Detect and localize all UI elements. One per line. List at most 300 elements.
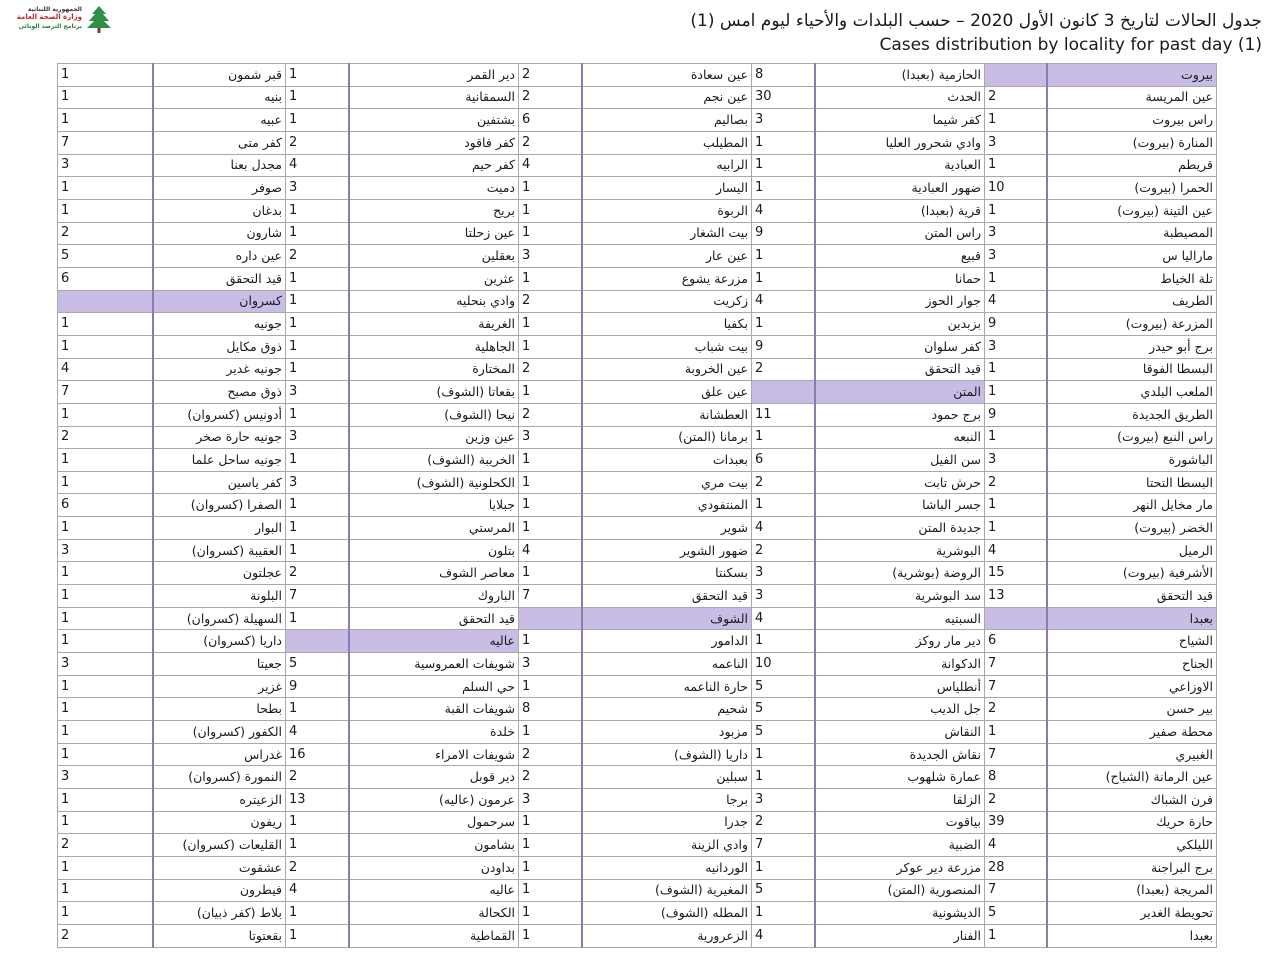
case-count-cell: 1 [58, 811, 153, 834]
case-count-cell: 3 [519, 789, 582, 812]
case-count-cell: 7 [58, 381, 153, 404]
locality-name-cell: عين نجم [582, 86, 752, 109]
case-count-cell: 1 [286, 811, 349, 834]
table-row [58, 811, 1217, 834]
locality-name-cell: قيد التحقق [153, 267, 286, 290]
case-count-cell: 3 [752, 789, 815, 812]
case-count-cell: 7 [985, 879, 1047, 902]
case-count-cell: 1 [58, 562, 153, 585]
locality-name-cell: كفر سلوان [815, 335, 985, 358]
case-count-cell: 1 [286, 358, 349, 381]
case-count-cell: 2 [519, 743, 582, 766]
case-count-cell: 1 [286, 64, 349, 87]
case-count-cell: 2 [752, 811, 815, 834]
case-count-cell: 5 [752, 675, 815, 698]
locality-name-cell: المنصورية (المتن) [815, 879, 985, 902]
case-count-cell: 1 [286, 403, 349, 426]
locality-name-cell: دير قوبل [349, 766, 519, 789]
locality-name-cell: جونيه ساحل علما [153, 449, 286, 472]
locality-name-cell: السبتيه [815, 607, 985, 630]
locality-name-cell: أنطلياس [815, 675, 985, 698]
table-row [58, 698, 1217, 721]
case-count-cell: 1 [58, 902, 153, 925]
case-count-cell: 28 [985, 856, 1047, 879]
case-count-cell: 2 [58, 834, 153, 857]
locality-name-cell: العطشانة [582, 403, 752, 426]
case-count-cell: 1 [286, 698, 349, 721]
locality-name-cell: حي السلم [349, 675, 519, 698]
case-count-cell: 1 [985, 517, 1047, 540]
locality-name-cell: الكحالة [349, 902, 519, 925]
case-count-cell: 9 [985, 403, 1047, 426]
locality-name-cell: بيت الشغار [582, 222, 752, 245]
locality-name-cell: نيحا (الشوف) [349, 403, 519, 426]
locality-name-cell: المريجة (بعبدا) [1047, 879, 1217, 902]
case-count-cell: 1 [985, 924, 1047, 947]
locality-name-cell: النمورة (كسروان) [153, 766, 286, 789]
table-row [58, 562, 1217, 585]
logo-text-program: برنامج الترصد الوبائي [18, 23, 82, 30]
case-count-cell: 1 [58, 313, 153, 336]
locality-name-cell: العبادية [815, 154, 985, 177]
case-count-cell: 1 [519, 902, 582, 925]
locality-name-cell: مزرعة دير عوكر [815, 856, 985, 879]
case-count-cell: 1 [58, 335, 153, 358]
locality-name-cell: البوشرية [815, 539, 985, 562]
locality-name-cell: داريا (كسروان) [153, 630, 286, 653]
case-count-cell: 5 [286, 653, 349, 676]
case-count-cell: 2 [985, 789, 1047, 812]
locality-name-cell: نقاش الجديدة [815, 743, 985, 766]
case-count-cell: 1 [58, 675, 153, 698]
locality-name-cell: كفر متى [153, 131, 286, 154]
locality-name-cell: برمانا (المتن) [582, 426, 752, 449]
case-count-cell: 1 [58, 630, 153, 653]
locality-name-cell: المختارة [349, 358, 519, 381]
case-count-cell: 7 [985, 743, 1047, 766]
case-count-cell: 1 [985, 721, 1047, 744]
case-count-cell: 1 [286, 607, 349, 630]
locality-name-cell: بعقلين [349, 245, 519, 268]
locality-name-cell: البوار [153, 517, 286, 540]
table-row [58, 177, 1217, 200]
locality-name-cell: الباروك [349, 585, 519, 608]
case-count-cell: 3 [752, 585, 815, 608]
locality-name-cell: تلة الخياط [1047, 267, 1217, 290]
locality-name-cell: برج البراجنة [1047, 856, 1217, 879]
locality-name-cell: الرابيه [582, 154, 752, 177]
case-count-cell: 2 [752, 539, 815, 562]
case-count-cell: 6 [752, 449, 815, 472]
case-count-cell: 1 [286, 313, 349, 336]
case-count-cell: 1 [286, 86, 349, 109]
region-header-cell: الشوف [582, 607, 752, 630]
case-count-cell: 1 [752, 630, 815, 653]
case-count-cell: 5 [752, 698, 815, 721]
locality-name-cell: دير القمر [349, 64, 519, 87]
case-count-cell: 7 [286, 585, 349, 608]
case-count-cell: 1 [519, 879, 582, 902]
locality-name-cell: بريح [349, 199, 519, 222]
case-count-cell: 7 [58, 131, 153, 154]
locality-name-cell: الملعب البلدي [1047, 381, 1217, 404]
locality-name-cell: بسكنتا [582, 562, 752, 585]
locality-name-cell: الضبية [815, 834, 985, 857]
case-count-cell: 1 [286, 335, 349, 358]
locality-name-cell: كفر ياسين [153, 471, 286, 494]
case-count-cell: 2 [985, 471, 1047, 494]
case-count-cell: 1 [752, 313, 815, 336]
locality-name-cell: بعبدات [582, 449, 752, 472]
case-count-cell: 1 [519, 721, 582, 744]
case-count-cell: 1 [58, 517, 153, 540]
locality-name-cell: معاصر الشوف [349, 562, 519, 585]
locality-name-cell: أدونيس (كسروان) [153, 403, 286, 426]
locality-name-cell: عين زحلتا [349, 222, 519, 245]
case-count-cell: 2 [519, 766, 582, 789]
case-count-cell: 30 [752, 86, 815, 109]
locality-name-cell: جعيتا [153, 653, 286, 676]
case-count-cell: 1 [519, 177, 582, 200]
table-row [58, 653, 1217, 676]
locality-name-cell: شويفات العمروسية [349, 653, 519, 676]
locality-name-cell: كفر شيما [815, 109, 985, 132]
locality-name-cell: بقعاتا (الشوف) [349, 381, 519, 404]
locality-name-cell: جبلايا [349, 494, 519, 517]
page-title-arabic: جدول الحالات لتاريخ 3 كانون الأول 2020 – حسب البلدات والأحياء ليوم امس (1) [690, 11, 1262, 31]
locality-name-cell: شويفات القبة [349, 698, 519, 721]
case-count-cell: 1 [519, 924, 582, 947]
locality-name-cell: الأشرفية (بيروت) [1047, 562, 1217, 585]
table-row [58, 789, 1217, 812]
locality-name-cell: قبر شمون [153, 64, 286, 87]
locality-name-cell: الكحلونية (الشوف) [349, 471, 519, 494]
case-count-cell: 6 [58, 267, 153, 290]
locality-name-cell: عمارة شلهوب [815, 766, 985, 789]
locality-name-cell: دير مار روكز [815, 630, 985, 653]
case-count-cell [985, 64, 1047, 87]
locality-name-cell: بقعتوتا [153, 924, 286, 947]
case-count-cell: 1 [58, 607, 153, 630]
case-count-cell: 4 [286, 721, 349, 744]
locality-name-cell: الزلقا [815, 789, 985, 812]
locality-name-cell: المصيطبة [1047, 222, 1217, 245]
region-header-cell: كسروان [153, 290, 286, 313]
case-count-cell: 1 [286, 924, 349, 947]
case-count-cell: 2 [58, 426, 153, 449]
case-count-cell: 1 [58, 199, 153, 222]
locality-name-cell: القماطية [349, 924, 519, 947]
locality-name-cell: الدامور [582, 630, 752, 653]
case-count-cell: 1 [519, 449, 582, 472]
locality-name-cell: حارة الناعمه [582, 675, 752, 698]
locality-name-cell: سد البوشرية [815, 585, 985, 608]
locality-name-cell: ماراليا س [1047, 245, 1217, 268]
case-count-cell: 1 [519, 335, 582, 358]
case-count-cell [286, 630, 349, 653]
case-count-cell: 4 [985, 539, 1047, 562]
locality-name-cell: شوير [582, 517, 752, 540]
locality-name-cell: بير حسن [1047, 698, 1217, 721]
locality-name-cell: ذوق مكايل [153, 335, 286, 358]
case-count-cell: 2 [752, 471, 815, 494]
case-count-cell: 1 [985, 109, 1047, 132]
table-row [58, 856, 1217, 879]
case-count-cell: 3 [519, 245, 582, 268]
case-count-cell: 1 [519, 381, 582, 404]
logo-text-republic: الجمهورية اللبنانية [27, 6, 82, 13]
case-count-cell: 1 [58, 743, 153, 766]
locality-name-cell: بيت مري [582, 471, 752, 494]
locality-name-cell: البسطا الفوقا [1047, 358, 1217, 381]
case-count-cell: 1 [752, 856, 815, 879]
locality-name-cell: المطله (الشوف) [582, 902, 752, 925]
locality-name-cell: السهيلة (كسروان) [153, 607, 286, 630]
locality-name-cell: بطحا [153, 698, 286, 721]
locality-name-cell: الليلكي [1047, 834, 1217, 857]
table-row [58, 675, 1217, 698]
case-count-cell: 16 [286, 743, 349, 766]
table-row [58, 313, 1217, 336]
case-count-cell: 1 [286, 290, 349, 313]
locality-name-cell: البسطا التحتا [1047, 471, 1217, 494]
locality-name-cell: برج حمود [815, 403, 985, 426]
case-count-cell: 3 [519, 653, 582, 676]
case-count-cell: 1 [752, 154, 815, 177]
locality-name-cell: حارة حريك [1047, 811, 1217, 834]
case-count-cell: 1 [286, 834, 349, 857]
case-count-cell: 1 [752, 426, 815, 449]
ministry-logo [6, 4, 114, 34]
locality-name-cell: عثرين [349, 267, 519, 290]
case-count-cell: 2 [985, 698, 1047, 721]
case-count-cell: 1 [58, 856, 153, 879]
case-count-cell: 2 [519, 131, 582, 154]
case-count-cell: 2 [752, 358, 815, 381]
case-count-cell: 1 [286, 222, 349, 245]
locality-name-cell: داريا (الشوف) [582, 743, 752, 766]
case-count-cell [985, 607, 1047, 630]
cedar-logo-icon [84, 4, 114, 34]
case-count-cell: 4 [985, 290, 1047, 313]
table-row [58, 879, 1217, 902]
locality-name-cell: سرحمول [349, 811, 519, 834]
locality-name-cell: وادي شحرور العليا [815, 131, 985, 154]
case-count-cell: 1 [286, 449, 349, 472]
table-row [58, 335, 1217, 358]
locality-name-cell: الناعمه [582, 653, 752, 676]
locality-name-cell: مزرعة يشوع [582, 267, 752, 290]
case-count-cell [519, 607, 582, 630]
case-count-cell: 4 [58, 358, 153, 381]
locality-name-cell: جديدة المتن [815, 517, 985, 540]
case-count-cell: 1 [519, 562, 582, 585]
case-count-cell: 1 [985, 426, 1047, 449]
case-count-cell: 4 [752, 607, 815, 630]
case-count-cell: 1 [519, 267, 582, 290]
locality-name-cell: كفر فاقود [349, 131, 519, 154]
locality-name-cell: الزعيتره [153, 789, 286, 812]
locality-name-cell: محطة صفير [1047, 721, 1217, 744]
locality-name-cell: بيت شباب [582, 335, 752, 358]
locality-name-cell: فرن الشباك [1047, 789, 1217, 812]
case-count-cell: 1 [752, 267, 815, 290]
case-count-cell: 5 [752, 879, 815, 902]
case-count-cell: 4 [985, 834, 1047, 857]
locality-name-cell: بداودن [349, 856, 519, 879]
locality-name-cell: بكفيا [582, 313, 752, 336]
locality-name-cell: المزرعة (بيروت) [1047, 313, 1217, 336]
table-row [58, 721, 1217, 744]
case-count-cell: 1 [519, 811, 582, 834]
case-count-cell: 11 [752, 403, 815, 426]
case-count-cell: 3 [286, 177, 349, 200]
case-count-cell: 1 [286, 267, 349, 290]
locality-name-cell: عين علق [582, 381, 752, 404]
case-count-cell: 3 [985, 245, 1047, 268]
locality-name-cell: كفر حيم [349, 154, 519, 177]
case-count-cell: 3 [752, 109, 815, 132]
table-row [58, 403, 1217, 426]
table-row [58, 131, 1217, 154]
case-count-cell: 2 [519, 64, 582, 87]
locality-name-cell: راس النبع (بيروت) [1047, 426, 1217, 449]
locality-name-cell: النقاش [815, 721, 985, 744]
case-count-cell: 6 [519, 109, 582, 132]
locality-name-cell: بشامون [349, 834, 519, 857]
locality-name-cell: بتلون [349, 539, 519, 562]
case-count-cell [752, 381, 815, 404]
locality-name-cell: مزبود [582, 721, 752, 744]
case-count-cell: 3 [58, 539, 153, 562]
locality-name-cell: خلدة [349, 721, 519, 744]
case-count-cell: 2 [519, 86, 582, 109]
locality-name-cell: اليسار [582, 177, 752, 200]
case-count-cell: 2 [286, 245, 349, 268]
locality-name-cell: الجاهلية [349, 335, 519, 358]
case-count-cell: 2 [985, 86, 1047, 109]
table-row [58, 539, 1217, 562]
table-row [58, 743, 1217, 766]
case-count-cell: 1 [985, 154, 1047, 177]
table-row [58, 267, 1217, 290]
locality-name-cell: المغيرية (الشوف) [582, 879, 752, 902]
locality-name-cell: الشياح [1047, 630, 1217, 653]
locality-name-cell: الاوزاعي [1047, 675, 1217, 698]
region-header-cell: بعبدا [1047, 607, 1217, 630]
locality-name-cell: الطريف [1047, 290, 1217, 313]
case-count-cell: 3 [286, 381, 349, 404]
locality-name-cell: عين عار [582, 245, 752, 268]
case-count-cell: 1 [985, 267, 1047, 290]
locality-name-cell: بنيه [153, 86, 286, 109]
locality-name-cell: شارون [153, 222, 286, 245]
locality-name-cell: برج أبو حيدر [1047, 335, 1217, 358]
locality-name-cell: قريطم [1047, 154, 1217, 177]
locality-name-cell: عين الخروبة [582, 358, 752, 381]
case-count-cell: 2 [58, 924, 153, 947]
case-count-cell: 1 [752, 131, 815, 154]
case-count-cell: 1 [58, 86, 153, 109]
case-count-cell: 10 [752, 653, 815, 676]
locality-name-cell: عبيه [153, 109, 286, 132]
case-count-cell: 1 [519, 494, 582, 517]
table-row [58, 494, 1217, 517]
locality-name-cell: الزعرورية [582, 924, 752, 947]
locality-name-cell: قيد التحقق [582, 585, 752, 608]
locality-name-cell: بعبدا [1047, 924, 1217, 947]
case-count-cell [58, 290, 153, 313]
case-count-cell: 10 [985, 177, 1047, 200]
case-count-cell: 1 [286, 199, 349, 222]
locality-name-cell: برجا [582, 789, 752, 812]
case-count-cell: 8 [752, 64, 815, 87]
locality-name-cell: الغريفة [349, 313, 519, 336]
locality-name-cell: ريفون [153, 811, 286, 834]
table-row [58, 630, 1217, 653]
table-row [58, 64, 1217, 87]
locality-name-cell: قيد التحقق [1047, 585, 1217, 608]
locality-name-cell: الوردانيه [582, 856, 752, 879]
locality-name-cell: جوار الحوز [815, 290, 985, 313]
case-count-cell: 1 [519, 471, 582, 494]
case-count-cell: 3 [985, 449, 1047, 472]
case-count-cell: 3 [286, 426, 349, 449]
case-count-cell: 1 [519, 199, 582, 222]
locality-name-cell: ضهور العبادية [815, 177, 985, 200]
locality-name-cell: عين وزين [349, 426, 519, 449]
case-count-cell: 2 [286, 766, 349, 789]
table-row [58, 517, 1217, 540]
case-count-cell: 5 [752, 721, 815, 744]
locality-name-cell: عرمون (عاليه) [349, 789, 519, 812]
locality-name-cell: عشقوت [153, 856, 286, 879]
locality-name-cell: سن الفيل [815, 449, 985, 472]
table-row [58, 199, 1217, 222]
table-row [58, 426, 1217, 449]
locality-name-cell: قرية (بعبدا) [815, 199, 985, 222]
locality-name-cell: عاليه [349, 879, 519, 902]
locality-name-cell: راس بيروت [1047, 109, 1217, 132]
locality-name-cell: عين التينة (بيروت) [1047, 199, 1217, 222]
case-count-cell: 3 [58, 653, 153, 676]
case-count-cell: 1 [519, 834, 582, 857]
case-count-cell: 9 [752, 335, 815, 358]
case-count-cell: 13 [286, 789, 349, 812]
locality-name-cell: المطيلب [582, 131, 752, 154]
locality-name-cell: الفنار [815, 924, 985, 947]
locality-name-cell: راس المتن [815, 222, 985, 245]
region-header-cell: المتن [815, 381, 985, 404]
locality-name-cell: شويفات الامراء [349, 743, 519, 766]
case-count-cell: 1 [752, 743, 815, 766]
case-count-cell: 1 [286, 109, 349, 132]
case-count-cell: 1 [985, 494, 1047, 517]
case-count-cell: 1 [58, 177, 153, 200]
case-count-cell: 1 [58, 109, 153, 132]
locality-name-cell: جونيه [153, 313, 286, 336]
locality-name-cell: الربوة [582, 199, 752, 222]
table-row [58, 109, 1217, 132]
case-count-cell: 1 [286, 902, 349, 925]
table-row [58, 358, 1217, 381]
case-count-cell: 1 [985, 358, 1047, 381]
locality-name-cell: ضهور الشوير [582, 539, 752, 562]
locality-name-cell: عجلتون [153, 562, 286, 585]
locality-name-cell: غدراس [153, 743, 286, 766]
locality-name-cell: جسر الباشا [815, 494, 985, 517]
locality-name-cell: قيد التحقق [349, 607, 519, 630]
